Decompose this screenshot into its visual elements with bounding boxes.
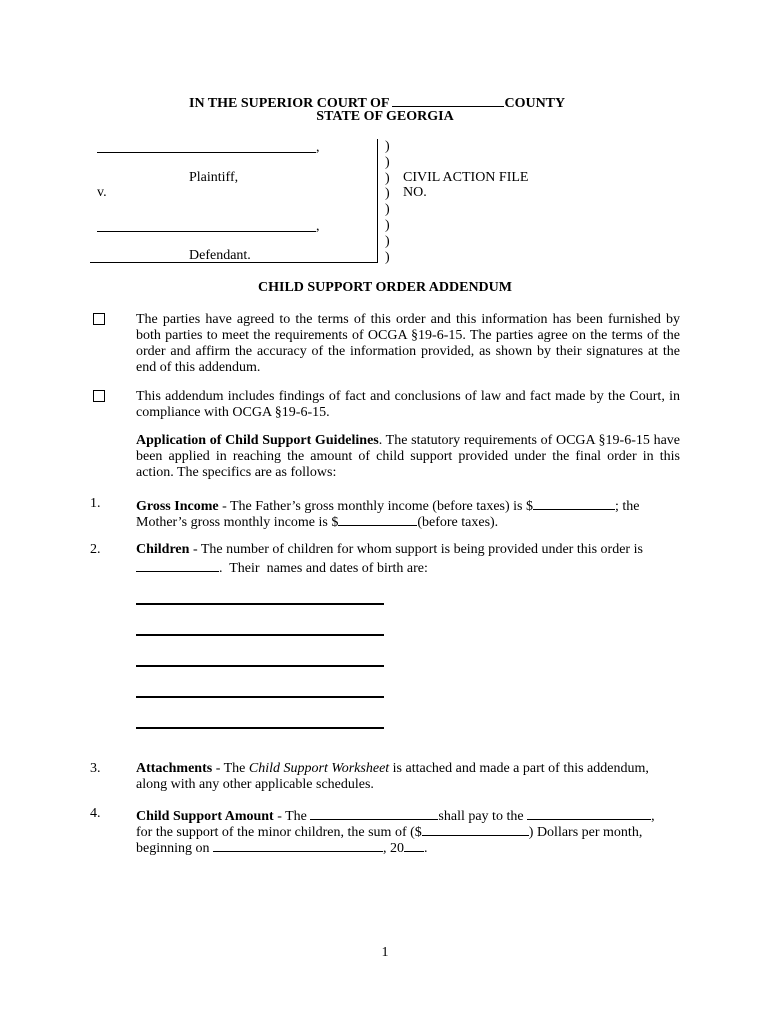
gross-income-line-2 — [136, 512, 498, 531]
attachments-text-1b: is attached and made a part of this addendum, — [389, 761, 649, 776]
children-text-2: . Their names and dates of birth are: — [219, 561, 428, 576]
support-amount-text-3c: . — [424, 841, 428, 856]
paren: ) — [385, 202, 390, 218]
children-line-2 — [136, 558, 428, 577]
amount-blank[interactable] — [422, 822, 529, 836]
gross-income-text-2b: (before taxes). — [417, 515, 499, 530]
children-line-1 — [136, 542, 643, 558]
paren: ) — [385, 217, 390, 233]
court-heading-text: IN THE SUPERIOR COURT OF — [189, 96, 393, 111]
gross-income-text-1b: ; the — [615, 499, 640, 514]
findings-checkbox[interactable] — [93, 390, 105, 402]
paren: ) — [385, 139, 390, 154]
year-blank[interactable] — [404, 838, 424, 852]
application-text: . The statutory requirements of OCGA §19-6-15 have been applied in reaching the amount of child support provided under the final order in this action. The specifics are as follows: — [136, 433, 680, 480]
state-heading: STATE OF GEORGIA — [316, 109, 454, 124]
paren: ) — [385, 249, 390, 265]
attachments-line-1 — [136, 761, 649, 777]
application-heading: Application of Child Support Guidelines — [136, 433, 379, 448]
support-amount-heading: Child Support Amount — [136, 809, 274, 824]
attachments-line-2: along with any other applicable schedules. — [136, 777, 374, 792]
child-name-line[interactable] — [136, 727, 384, 729]
checkbox-paragraph-2: This addendum includes findings of fact and conclusions of law and fact made by the Court, in compliance with OCGA §19-6-15. — [136, 389, 680, 420]
case-label-2: NO. — [403, 185, 427, 200]
item-number-3: 3. — [90, 761, 101, 776]
document-title: CHILD SUPPORT ORDER ADDENDUM — [258, 280, 512, 295]
gross-income-text-1: - The Father’s gross monthly income (before taxes) is $ — [218, 499, 533, 514]
county-blank[interactable] — [392, 93, 504, 107]
item-number-2: 2. — [90, 542, 101, 557]
children-heading: Children — [136, 542, 190, 557]
paren: ) — [385, 154, 390, 170]
item-number-4: 4. — [90, 806, 101, 821]
paren: ) — [385, 170, 390, 186]
children-text-1: - The number of children for whom support is being provided under this order is — [189, 542, 643, 557]
plaintiff-label: Plaintiff, — [189, 170, 239, 185]
support-amount-text-1a: - The — [273, 809, 311, 824]
support-amount-text-3a: beginning on — [136, 841, 213, 856]
checkbox-paragraph-1: The parties have agreed to the terms of this order and this information has been furnished by both parties to meet the requirements of OCGA §19-6-15. The parties agree on the terms of the order and affirm the accuracy of the information provided, as shown by their signatures at the end of this addendum. — [136, 312, 680, 375]
item-number-1: 1. — [90, 496, 101, 511]
support-amount-line-3 — [136, 838, 428, 857]
start-date-blank[interactable] — [213, 838, 383, 852]
gross-income-text-2a: Mother’s gross monthly income is $ — [136, 515, 339, 530]
caption-divider — [377, 139, 378, 263]
child-name-line[interactable] — [136, 634, 384, 636]
support-amount-text-1b: shall pay to the — [438, 809, 528, 824]
agreement-checkbox[interactable] — [93, 313, 105, 325]
plaintiff-name-line[interactable] — [97, 152, 316, 153]
father-income-blank[interactable] — [533, 496, 615, 510]
comma-1: , — [316, 140, 320, 155]
support-amount-text-1c: , — [651, 809, 655, 824]
children-count-blank[interactable] — [136, 558, 219, 572]
support-amount-text-3b: , 20 — [383, 841, 404, 856]
application-paragraph — [136, 433, 680, 481]
child-name-line[interactable] — [136, 665, 384, 667]
paren: ) — [385, 186, 390, 202]
county-label: COUNTY — [504, 96, 566, 111]
worksheet-title: Child Support Worksheet — [248, 761, 390, 776]
mother-income-blank[interactable] — [338, 512, 417, 526]
attachments-text-1a: - The — [212, 761, 249, 776]
paren: ) — [385, 233, 390, 249]
paren-column — [385, 139, 395, 265]
payor-blank[interactable] — [310, 806, 438, 820]
child-name-line[interactable] — [136, 696, 384, 698]
versus-label: v. — [97, 185, 107, 200]
child-name-line[interactable] — [136, 603, 384, 605]
case-label-1: CIVIL ACTION FILE — [403, 170, 529, 185]
support-amount-text-2a: for the support of the minor children, the sum of ($ — [136, 825, 422, 840]
payee-blank[interactable] — [527, 806, 651, 820]
gross-income-heading: Gross Income — [136, 499, 219, 514]
defendant-label: Defendant. — [189, 248, 251, 263]
defendant-name-line[interactable] — [97, 231, 316, 232]
caption-bottom-rule — [90, 262, 377, 263]
page-number: 1 — [381, 945, 389, 960]
comma-2: , — [316, 219, 320, 234]
attachments-heading: Attachments — [136, 761, 213, 776]
support-amount-text-2b: ) Dollars per month, — [528, 825, 643, 840]
